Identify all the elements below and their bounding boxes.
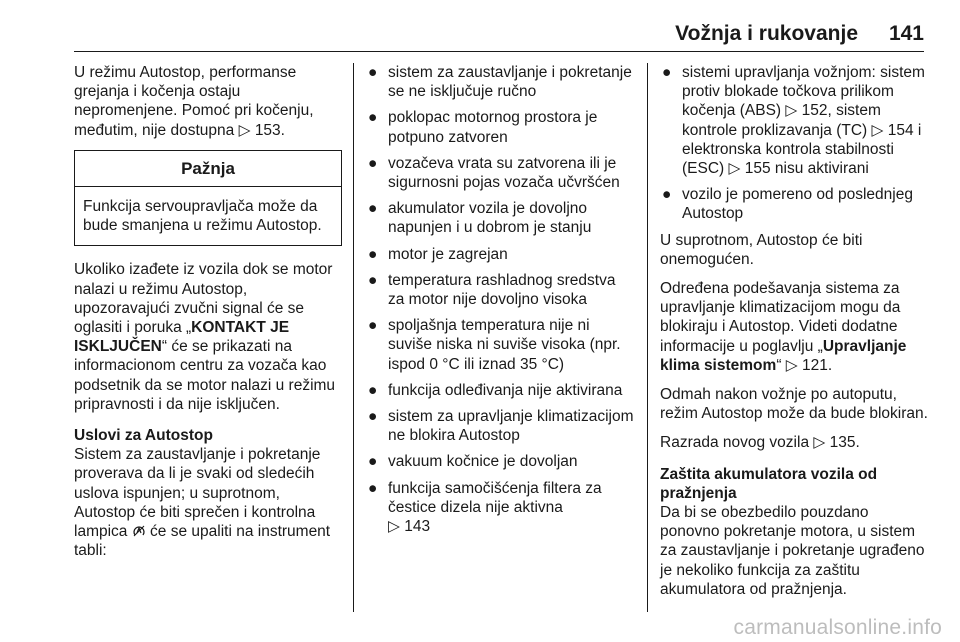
page-ref[interactable]: 152, [801,102,832,120]
paragraph: Ukoliko izađete iz vozila dok se motor nalazi u režimu Autostop, upozoravajući zvučni signal će se oglasiti i poruka „KONTAKT JE ISKLJUČEN“ će se prikazati na informacionom centru za vozača kao podsetnik da se motor nalazi u režimu pripravnosti i da nije isključen. [74,261,336,413]
paragraph: Određena podešavanja sistema za upravljanje klimatizacijom mogu da blokiraju i Autostop. Videti dodatne informacije u poglavlju „Upravljanje klima sistemom“ ▷ 121. [660,280,907,374]
list-item: ● vozilo je pomereno od poslednjeg Autostop [662,186,913,223]
page-ref[interactable]: 143 [404,518,431,536]
condition-list [366,63,636,536]
reference-arrow-icon[interactable]: ▷ [871,121,884,139]
column-divider [647,63,648,612]
paragraph: Sistem za zaustavljanje i pokretanje proverava da li je svaki od sledećih uslova ispunjen; u suprotnom, Autostop će biti sprečen i kontrolna lampica će se upaliti na instrument tabli: [74,446,331,560]
caution-box [74,150,342,247]
list-item: ● spoljašnja temperatura nije ni suviše niska ni suviše visoka (npr. ispod 0 °C ili iznad 35 °C) [368,317,621,373]
list-item: ● funkcija samočišćenja filtera za čestice dizela nije aktivna ▷ 143 [368,479,602,536]
column-divider [353,63,354,612]
page-ref[interactable]: 121. [802,356,833,374]
column-left [74,63,342,570]
chapter-title: Vožnja i rukovanje [675,22,858,45]
column-right [660,63,930,609]
list-item: ● motor je zagrejan [368,245,508,263]
column-middle [366,63,636,543]
page-ref[interactable]: 135. [829,434,860,452]
section-heading: Uslovi za Autostop [74,427,213,445]
list-item: ● poklopac motornog prostora je potpuno zatvoren [368,109,598,146]
page-number: 141 [888,22,924,45]
list-item: ● funkcija odleđivanja nije aktivirana [368,381,623,399]
watermark: carmanualsonline.info [733,616,942,639]
page-header [74,22,924,52]
reference-arrow-icon[interactable]: ▷ [238,121,251,139]
caution-text: Funkcija servoupravljača može da bude smanjena u režimu Autostop. [83,198,322,235]
paragraph: Odmah nakon vožnje po autoputu, režim Autostop može da bude blokiran. [660,386,928,423]
message-text: KONTAKT JE ISKLJUČEN [74,319,290,356]
list-item: ● akumulator vozila je dovoljno napunjen i u dobrom je stanju [368,200,592,237]
list-item: ● temperatura rashladnog sredstva za motor nije dovoljno visoka [368,271,616,309]
autostop-lamp-icon [132,523,150,540]
paragraph: Da bi se obezbedilo pouzdano ponovno pokretanje motora, u sistem za zaustavljanje i pokretanje ugrađeno je nekoliko funkcija za zaštitu akumulatora od pražnjenja. [660,504,925,598]
reference-arrow-icon[interactable]: ▷ [728,160,741,178]
list-item: ● sistem za upravljanje klimatizacijom ne blokira Autostop [368,408,634,445]
list-item: ● sistemi upravljanja vožnjom: sistem protiv blokade točkova prilikom kočenja (ABS) ▷ 152, sistem kontrole proklizavanja (TC) ▷ 154 i elektronska kontrola stabilnosti (ESC) ▷ 155 nisu aktivirani [662,64,925,178]
reference-arrow-icon[interactable]: ▷ [785,102,798,120]
page-ref[interactable]: 153. [254,121,285,139]
reference-arrow-icon[interactable]: ▷ [785,356,798,374]
header-rule [74,51,924,52]
reference-arrow-icon[interactable]: ▷ [388,518,400,536]
section-heading: Zaštita akumulatora vozila od pražnjenja [660,465,878,502]
list-item: ● vozačeva vrata su zatvorena ili je sigurnosni pojas vozača učvršćen [368,154,620,192]
caution-title: Pažnja [75,151,341,187]
chapter-link[interactable]: Upravljanje klima sistemom [660,337,907,374]
paragraph: U suprotnom, Autostop će biti onemogućen. [660,231,863,268]
list-item: ● sistem za zaustavljanje i pokretanje se ne isključuje ručno [368,64,632,101]
list-item: ● vakuum kočnice je dovoljan [368,453,578,471]
paragraph: Razrada novog vozila ▷ 135. [660,434,860,452]
condition-list [660,63,930,224]
reference-arrow-icon[interactable]: ▷ [813,434,826,452]
paragraph: U režimu Autostop, performanse grejanja i kočenja ostaju nepromenjene. Pomoć pri kočenju, međutim, nije dostupna ▷ 153. [74,64,314,139]
